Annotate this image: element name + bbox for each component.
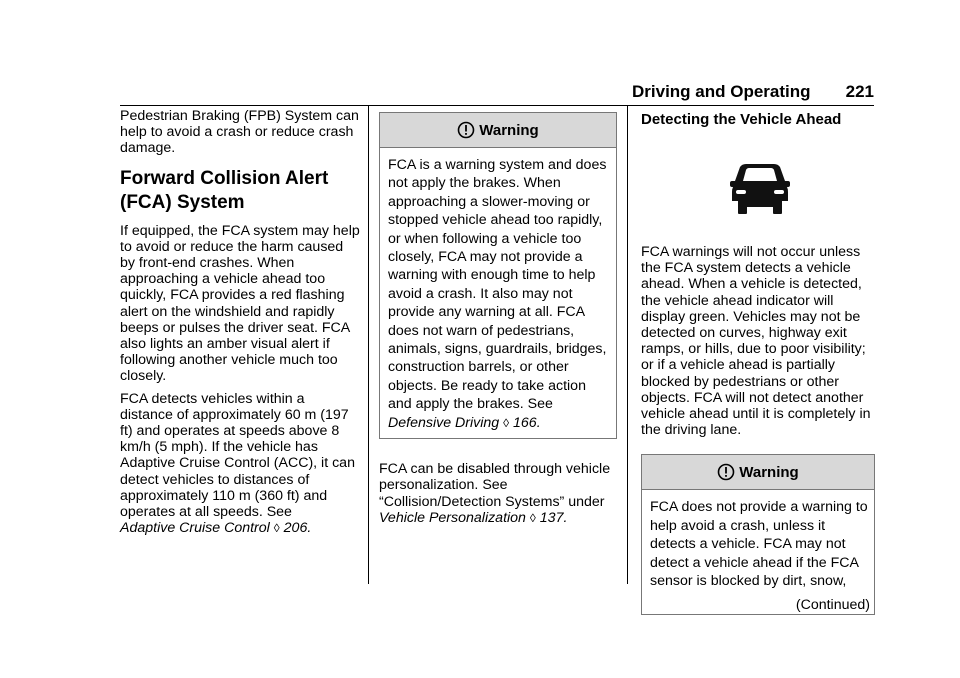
column-divider-1	[368, 106, 369, 584]
sentence-period: .	[563, 509, 568, 526]
cross-reference-link[interactable]: Defensive Driving	[388, 414, 500, 431]
warning-title: Warning	[479, 121, 539, 139]
cross-reference-page[interactable]: 166	[513, 414, 537, 431]
section-heading-line-1: Forward Collision Alert	[120, 167, 329, 189]
warning-header	[380, 113, 616, 148]
column-2	[379, 112, 617, 532]
column-3-body	[641, 244, 875, 615]
subheading-detecting-vehicle: Detecting the Vehicle Ahead	[641, 111, 842, 128]
paragraph-fca-detection	[120, 391, 360, 537]
warning-text: FCA is a warning system and does not apply the brakes. When approaching a slower-moving or stopped vehicle ahead too rapidly, or when following a vehicle too closely, FCA may not provide a warning with enough time to help avoid a crash. It also may not provide any warning at all. FCA does not warn of pedestrians, animals, signs, guardrails, bridges, construction barrels, or other objects. Be ready to take action and apply the brakes. See	[388, 157, 607, 413]
page-header	[632, 82, 874, 104]
column-3	[641, 110, 875, 130]
section-title: Driving and Operating	[632, 82, 811, 101]
sentence-period: .	[307, 520, 312, 537]
page-number: 221	[845, 82, 874, 101]
section-heading-fca	[120, 167, 360, 215]
paragraph-disable-fca	[379, 461, 617, 526]
warning-box	[641, 454, 875, 615]
cross-reference-page[interactable]: 206	[283, 520, 308, 537]
cross-reference-page[interactable]: 137	[539, 509, 564, 526]
continued-label: (Continued)	[795, 597, 870, 614]
header-rule	[120, 105, 874, 106]
vehicle-ahead-icon	[730, 163, 790, 215]
page-reference-icon: ◊	[503, 415, 510, 430]
page-reference-icon: ◊	[273, 521, 280, 536]
warning-title: Warning	[739, 463, 799, 481]
warning-box	[379, 112, 617, 439]
warning-body	[380, 148, 616, 438]
warning-icon	[717, 463, 735, 481]
warning-header	[642, 455, 874, 490]
paragraph-vehicle-detection: FCA warnings will not occur unless the FCA system detects a vehicle ahead. When a vehicle is detected, the vehicle ahead indicator will display green. Vehicles may not be detected on curves, highway exit ramps, or hills, due to poor visibility; or if a vehicle ahead is partially blocked by pedestrians or other objects. FCA will not detect another vehicle ahead until it is completely in the driving lane.	[641, 244, 871, 439]
paragraph-fca-intro: If equipped, the FCA system may help to avoid or reduce the harm caused by front-end crashes. When approaching a vehicle ahead too quickly, FCA provides a red flashing alert on the windshield and rapidly beeps or pulses the driver seat. FCA also lights an amber visual alert if following another vehicle much too closely.	[120, 222, 360, 385]
paragraph-fpb: Pedestrian Braking (FPB) System can help to avoid a crash or reduce crash damage.	[120, 108, 359, 157]
cross-reference-link[interactable]: Vehicle Personalization	[379, 509, 526, 526]
page-reference-icon: ◊	[529, 510, 536, 525]
column-1	[120, 108, 360, 542]
paragraph-text: FCA detects vehicles within a distance of approximately 60 m (197 ft) and operates at speeds above 8 km/h (5 mph). If the vehicle has Adaptive Cruise Control (ACC), it can detect vehicles to distances of approximately 110 m (360 ft) and operates at all speeds. See	[120, 390, 355, 521]
column-divider-2	[627, 106, 628, 584]
warning-icon	[457, 121, 475, 139]
warning-text: FCA does not provide a warning to help avoid a crash, unless it detects a vehicle. FCA may not detect a vehicle ahead if the FCA sensor is blocked by dirt, snow,	[650, 499, 868, 590]
sentence-period: .	[536, 414, 541, 431]
warning-body	[642, 490, 874, 596]
cross-reference-link[interactable]: Adaptive Cruise Control	[120, 520, 270, 537]
section-heading-line-2: (FCA) System	[120, 191, 245, 213]
paragraph-text: FCA can be disabled through vehicle personalization. See “Collision/Detection Systems” under	[379, 461, 611, 510]
